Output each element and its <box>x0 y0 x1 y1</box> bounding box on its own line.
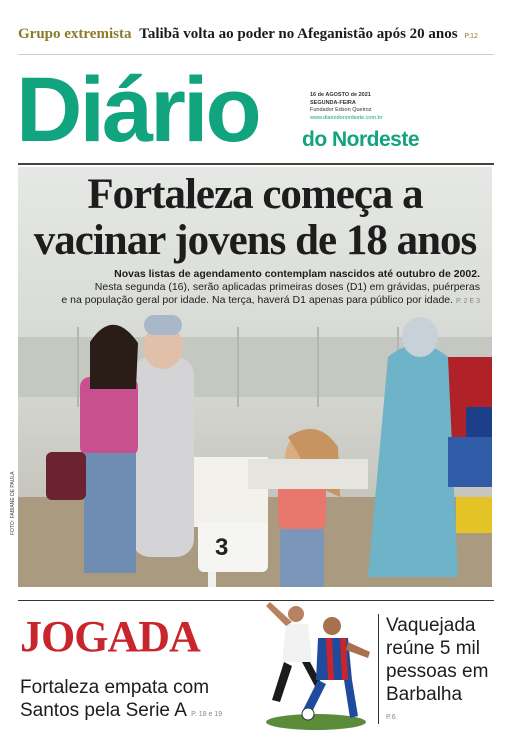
soccer-players-illustration <box>258 600 374 730</box>
cover-deck-line2: Nesta segunda (16), serão aplicadas primeiras doses (D1) em grávidas, puérperas <box>94 281 480 293</box>
masthead-divider <box>18 163 494 165</box>
cover-headline-line2: vacinar jovens de 18 anos <box>33 217 477 264</box>
edition-weekday: SEGUNDA-FEIRA <box>310 99 356 106</box>
top-teaser-title: Talibã volta ao poder no Afeganistão após 20 anos <box>139 26 458 42</box>
column-divider <box>378 614 379 724</box>
vaquejada-page-ref: P.6 <box>386 714 396 721</box>
founder-line: Fundador Edson Queiroz <box>310 107 372 113</box>
top-teaser[interactable] <box>18 26 498 50</box>
top-teaser-page: P.12 <box>464 33 478 40</box>
masthead-logo-sub: do Nordeste <box>302 128 420 151</box>
top-teaser-kicker: Grupo extremista <box>18 26 132 42</box>
cover-deck <box>30 268 480 308</box>
sports-headline[interactable] <box>20 676 270 726</box>
cover-page-ref: P. 2 E 3 <box>455 298 480 305</box>
cover-headline[interactable] <box>18 172 492 264</box>
website-link[interactable]: www.diariodonordeste.com.br <box>310 114 383 121</box>
sports-headline-text: Fortaleza empata com Santos pela Serie A <box>20 677 210 721</box>
chair-number: 3 <box>215 534 229 561</box>
bottom-divider <box>18 600 494 601</box>
top-divider <box>18 54 494 55</box>
photo-credit: FOTO: FABIANE DE PAULA <box>10 471 16 535</box>
masthead-logo: Diário <box>16 59 259 161</box>
edition-date: 16 de AGOSTO de 2021 <box>310 92 371 98</box>
cover-deck-lead: Novas listas de agendamento contemplam nascidos até outubro de 2002. <box>114 268 480 280</box>
vaquejada-headline[interactable]: Vaquejada reúne 5 mil pessoas em Barbalha <box>386 615 489 705</box>
masthead-info <box>310 92 382 122</box>
sports-page-ref: P. 18 e 19 <box>191 711 223 718</box>
cover-deck-line3: e na população geral por idade. Na terça, haverá D1 apenas para público por idade. <box>61 294 454 306</box>
cover-headline-line1: Fortaleza começa a <box>87 171 423 218</box>
section-label-jogada[interactable]: JOGADA <box>20 612 200 661</box>
